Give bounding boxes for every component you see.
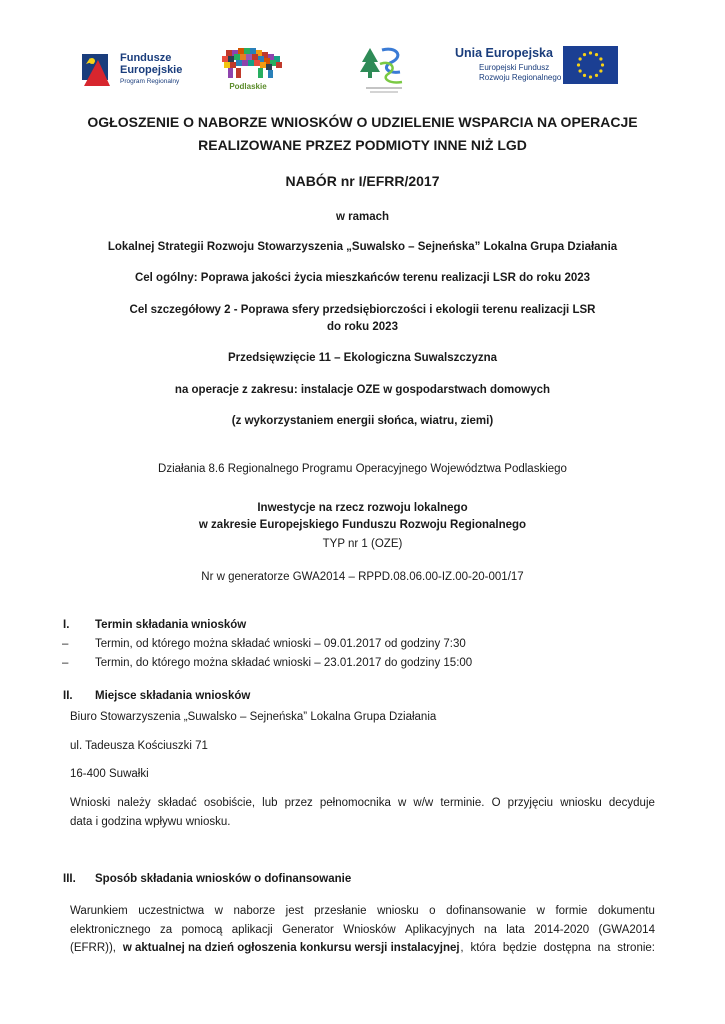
podlaskie-logo [218,46,296,94]
cel-szczegolowy-line-1: Cel szczegółowy 2 - Poprawa sfery przedsiębiorczości i ekologii terenu realizacji LSR [129,304,596,316]
ue-line3: Rozwoju Regionalnego [479,73,562,82]
address-line-2: ul. Tadeusza Kościuszki 71 [70,740,208,752]
logo-bar [0,38,725,100]
section-3-line-3: (EFRR)), w aktualnej na dzień ogłoszenia konkursu wersji instalacyjnej , która będzie dostępna na stronie: [70,939,655,958]
section-3-number: III. [63,873,76,885]
submission-note-line-2: data i godzina wpływu wniosku. [70,815,231,828]
title-line-1: OGŁOSZENIE O NABORZE WNIOSKÓW O UDZIELENIE WSPARCIA NA OPERACJE [87,114,638,130]
fundusze-europejskie-logo [80,50,188,90]
lgd-logo [352,40,416,100]
title-line-2: REALIZOWANE PRZEZ PODMIOTY INNE NIŻ LGD [198,137,527,153]
inwestycje-line-2: w zakresie Europejskiego Funduszu Rozwoju Regionalnego [198,519,527,531]
zakres: na operacje z zakresu: instalacje OZE w gospodarstwach domowych [174,384,551,396]
cel-szczegolowy [60,302,665,336]
inwestycje-line-1: Inwestycje na rzecz rozwoju lokalnego [257,502,468,514]
ue-line1: Unia Europejska [455,46,553,60]
submission-note-line-1: Wnioski należy składać osobiście, lub przez pełnomocnika w w/w terminie. O przyjęciu wniosku decyduje [70,797,655,809]
section-2-number: II. [63,690,73,702]
section-3-heading [63,873,351,885]
cel-szczegolowy-line-2: do roku 2023 [327,321,398,333]
fundusze-europejskie-flag-icon [80,50,114,88]
dash-bullet-icon: – [62,657,69,669]
dash-bullet-icon: – [62,638,69,650]
fe-line2: Europejskie [120,64,183,76]
zakres-note: (z wykorzystaniem energii słońca, wiatru, ziemi) [231,415,494,427]
section-2-title: Miejsce składania wniosków [95,690,251,702]
emphasis-text: w aktualnej na dzień ogłoszenia konkursu wersji instalacyjnej [122,942,460,954]
strategy-line: Lokalnej Strategii Rozwoju Stowarzyszenia „Suwalsko – Sejneńska” Lokalna Grupa Działania [107,241,618,253]
address-line-1: Biuro Stowarzyszenia „Suwalsko – Sejneńska” Lokalna Grupa Działania [70,711,437,723]
generator-number: Nr w generatorze GWA2014 – RPPD.08.06.00-IZ.00-20-001/17 [201,571,524,583]
cel-ogolny: Cel ogólny: Poprawa jakości życia mieszkańców terenu realizacji LSR do roku 2023 [134,272,591,284]
section-1-title: Termin składania wniosków [95,619,247,631]
section-3-title: Sposób składania wniosków o dofinansowanie [95,873,352,885]
section-2-heading [63,690,250,702]
list-item-text: Termin, do którego można składać wnioski – 23.01.2017 do godziny 15:00 [95,657,473,669]
lgd-tree-icon [352,40,416,100]
submission-note [70,794,655,831]
unia-europejska-logo [455,46,625,88]
ue-line2: Europejski Fundusz [479,63,550,72]
podlaskie-label: Podlaskie [229,82,267,91]
nabor-number: NABÓR nr I/EFRR/2017 [285,173,440,189]
dzialania: Działania 8.6 Regionalnego Programu Operacyjnego Województwa Podlaskiego [158,463,567,475]
bison-icon [218,46,296,82]
section-1-heading [63,619,246,631]
eu-flag-icon [563,46,618,84]
w-ramach: w ramach [335,211,390,223]
typ: TYP nr 1 (OZE) [322,538,403,550]
section-1-number: I. [63,619,70,631]
fe-line3: Program Regionalny [120,78,180,85]
announcement-title [60,111,665,157]
inwestycje [60,500,665,534]
section-3-line-1: Warunkiem uczestnictwa w naborze jest przesłanie wniosku o dofinansowanie w formie dokumentu [70,905,655,917]
section-3-paragraph [70,902,655,958]
fe-line1: Fundusze [120,52,172,64]
section-3-line-2: elektronicznego za pomocą aplikacji Generator Wniosków Aplikacyjnych na lata 2014-2020 (GWA2014 [70,923,655,936]
address-line-3: 16-400 Suwałki [70,768,149,780]
przedsiewziecie: Przedsięwzięcie 11 – Ekologiczna Suwalszczyzna [227,352,498,364]
list-item-text: Termin, od którego można składać wnioski – 09.01.2017 od godziny 7:30 [95,638,466,650]
